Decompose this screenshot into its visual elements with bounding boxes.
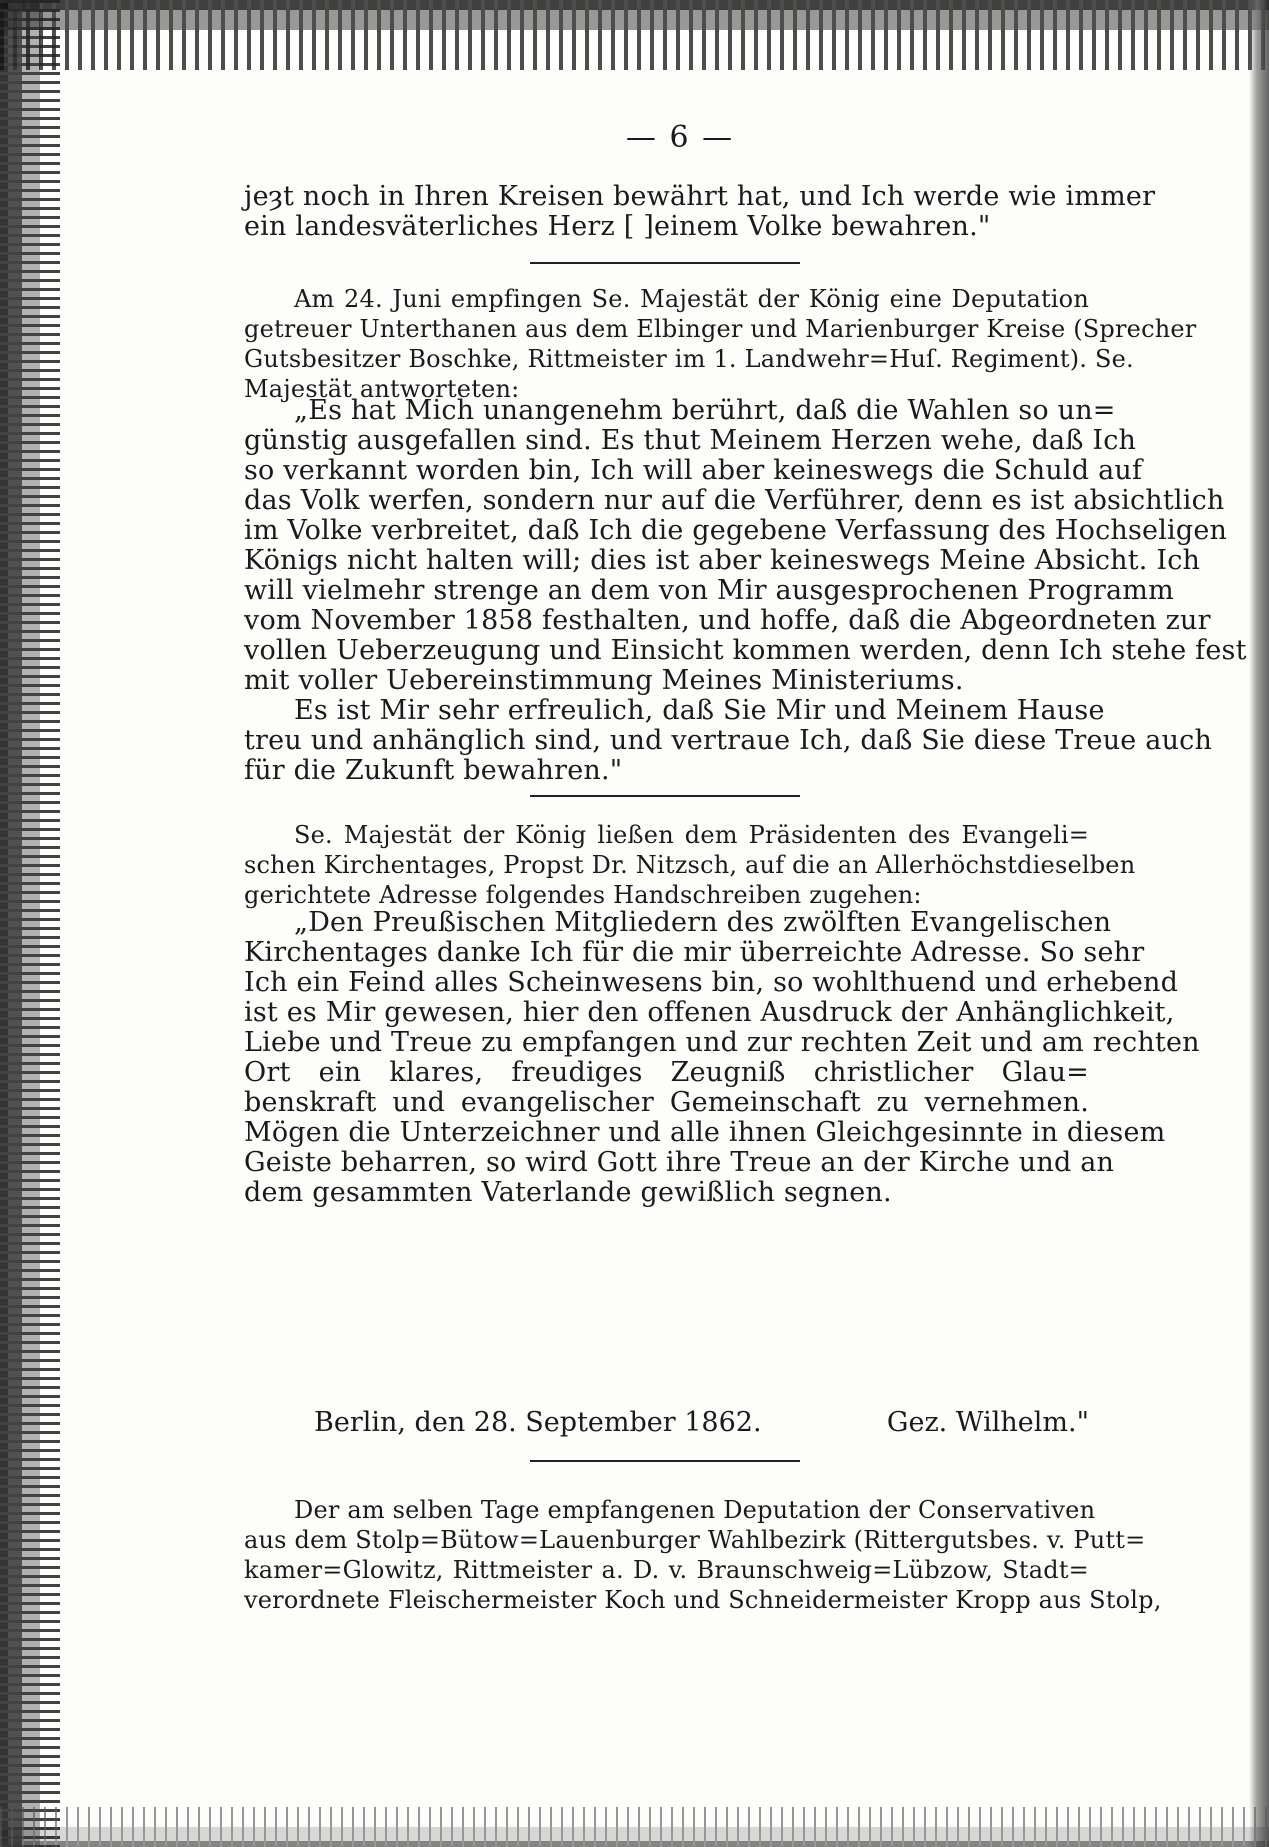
page-number: — 6 —	[625, 120, 735, 155]
text-line: dem gesammten Vaterlande gewißlich segnen.	[244, 1177, 892, 1208]
text-line: schen Kirchentages, Propst Dr. Nitzsch, auf die an Allerhöchstdieselben	[244, 851, 1136, 879]
text-line: Mögen die Unterzeichner und alle ihnen Gleichgesinnte in diesem	[244, 1117, 1166, 1148]
text-line: jeȝt noch in Ihren Kreisen bewährt hat, und Ich werde wie immer	[244, 181, 1156, 212]
royal-letter-quote	[244, 907, 1200, 1208]
text-line: Geiste beharren, so wird Gott ihre Treue an der Kirche und an	[244, 1147, 1115, 1178]
text-line: „Es hat Mich unangenehm berührt, daß die Wahlen so un=	[294, 395, 1116, 426]
scan-edge-left	[0, 0, 60, 1847]
text-line: Am 24. Juni empfingen Se. Majestät der König eine Deputation	[294, 285, 1089, 313]
section-divider	[530, 262, 800, 264]
text-line: aus dem Stolp=Bütow=Lauenburger Wahlbezirk (Rittergutsbes. v. Putt=	[244, 1526, 1146, 1554]
royal-reply-quote	[244, 395, 1247, 786]
text-line: „Den Preußischen Mitgliedern des zwölften Evangelischen	[294, 907, 1112, 938]
text-line: Liebe und Treue zu empfangen und zur rechten Zeit und am rechten	[244, 1027, 1200, 1058]
text-line: gerichtete Adresse folgendes Handschreiben zugehen:	[244, 881, 922, 909]
text-line: günstig ausgefallen sind. Es thut Meinem Herzen wehe, daß Ich	[244, 425, 1137, 456]
text-line: für die Zukunft bewahren."	[244, 755, 623, 786]
text-line: Se. Majestät der König ließen dem Präsidenten des Evangeli=	[294, 821, 1089, 849]
text-line: getreuer Unterthanen aus dem Elbinger und Marienburger Kreise (Sprecher	[244, 315, 1197, 343]
text-line: mit voller Uebereinstimmung Meines Ministeriums.	[244, 665, 964, 696]
paragraph-kirchentag	[244, 820, 1136, 910]
text-line: Ich ein Feind alles Scheinwesens bin, so wohlthuend und erhebend	[244, 967, 1179, 998]
text-line: benskraft und evangelischer Gemeinschaft zu vernehmen.	[244, 1087, 1089, 1118]
text-line: Königs nicht halten will; dies ist aber keineswegs Meine Absicht. Ich	[244, 545, 1201, 576]
text-line: Gutsbesitzer Boschke, Rittmeister im 1. Landwehr=Huſ. Regiment). Se.	[244, 345, 1134, 373]
text-line: Majestät antworteten:	[244, 375, 520, 403]
scan-edge-right	[1249, 0, 1269, 1847]
section-divider	[530, 795, 800, 797]
text-line: im Volke verbreitet, daß Ich die gegebene Verfassung des Hochseligen	[244, 515, 1228, 546]
text-line: so verkannt worden bin, Ich will aber keineswegs die Schuld auf	[244, 455, 1143, 486]
text-line: will vielmehr strenge an dem von Mir ausgesprochenen Programm	[244, 575, 1174, 606]
text-line: vom November 1858 festhalten, und hoffe, daß die Abgeordneten zur	[244, 605, 1211, 636]
scan-edge-bottom	[0, 1807, 1269, 1847]
signature: Gez. Wilhelm."	[886, 1407, 1089, 1438]
section-divider	[530, 1460, 800, 1462]
text-line: Der am selben Tage empfangenen Deputation der Conservativen	[294, 1496, 1096, 1524]
scan-edge-top	[0, 0, 1269, 70]
paragraph-deputation-elbing	[244, 284, 1197, 404]
text-line: verordnete Fleischermeister Koch und Schneidermeister Kropp aus Stolp,	[244, 1586, 1162, 1614]
text-line: ein landesväterliches Herz [ ]einem Volke bewahren."	[244, 211, 991, 242]
text-line: Ort ein klares, freudiges Zeugniß christlicher Glau=	[244, 1057, 1089, 1088]
text-line: kamer=Glowitz, Rittmeister a. D. v. Braunschweig=Lübzow, Stadt=	[244, 1556, 1089, 1584]
text-line: Kirchentages danke Ich für die mir überreichte Adresse. So sehr	[244, 937, 1145, 968]
text-line: ist es Mir gewesen, hier den offenen Ausdruck der Anhänglichkeit,	[244, 997, 1175, 1028]
place-date: Berlin, den 28. September 1862.	[314, 1407, 762, 1438]
text-line: treu und anhänglich sind, und vertraue Ich, daß Sie diese Treue auch	[244, 725, 1213, 756]
text-line: vollen Ueberzeugung und Einsicht kommen werden, denn Ich stehe fest	[244, 635, 1247, 666]
text-line: Es ist Mir sehr erfreulich, daß Sie Mir und Meinem Hause	[294, 695, 1105, 726]
paragraph-continuation	[244, 181, 1156, 242]
text-line: das Volk werfen, sondern nur auf die Verführer, denn es ist absichtlich	[244, 485, 1225, 516]
paragraph-deputation-stolp	[244, 1495, 1162, 1615]
